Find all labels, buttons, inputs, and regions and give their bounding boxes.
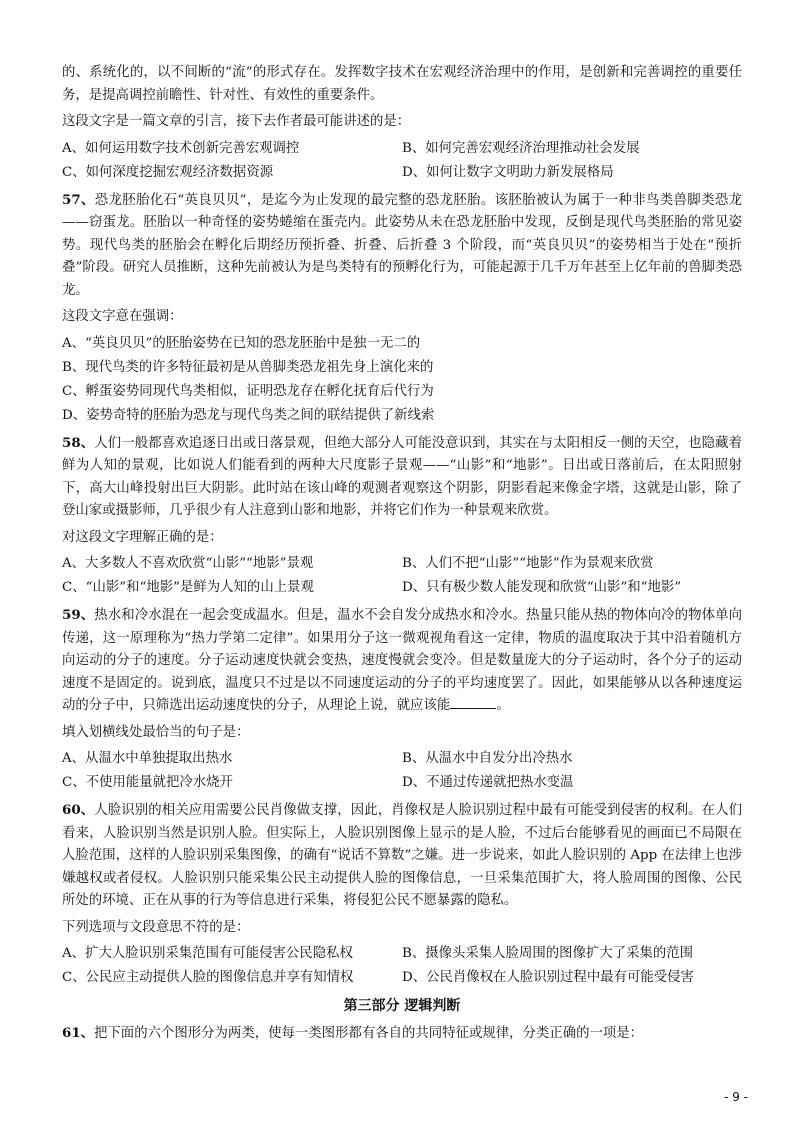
question-58-options-row-2: [62, 576, 742, 600]
question-60-text: 人脸识别的相关应用需要公民肖像做支撑，因此，肖像权是人脸识别过程中最有可能受到侵害的权利。在人们看来，人脸识别当然是识别人脸。但实际上，人脸识别图像上显示的是人脸，不过后台能够看见的画面已不局限在人脸范围，这样的人脸识别采集图像，的确有“说话不算数”之嫌。进一步说来，如此人脸识别的 App 在法律上也涉嫌越权或者侵权。人脸识别只能采集公民主动提供人脸的图像信息，一旦采集范围扩大，将人脸周围的图像、公民所处的环境、正在从事的行为等信息进行采集，将侵犯公民不愿暴露的隐私。: [62, 803, 743, 908]
question-59-option-d: D、不通过传递就把热水变温: [402, 775, 574, 790]
question-57-number: 57、: [62, 191, 95, 208]
section-heading: 第三部分 逻辑判断: [343, 998, 461, 1014]
question-58-option-d: D、只有极少数人能发现和欣赏“山影”和“地影”: [402, 580, 682, 595]
question-60-options-row-1: [62, 942, 742, 966]
question-59-number: 59、: [62, 607, 95, 623]
question-58-text: 人们一般都喜欢追逐日出或日落景观，但绝大部分人可能没意识到，其实在与太阳相反一侧的天空，也隐藏着鲜为人知的景观，比如说人们能看到的两种大尺度影子景观——“山影”和“地影”。日出或日落前后，在太阳照射下，高大山峰投射出巨大阴影。此时站在该山峰的观测者观察这个阴影，阴影看起来像金字塔，这就是山影，除了登山家或摄影师，几乎很少有人注意到山影和地影，并将它们作为一种景观来欣赏。: [62, 435, 743, 518]
question-59-text-end: 。: [496, 698, 510, 713]
question-60-option-b: B、摄像头采集人脸周围的图像扩大了采集的范围: [402, 946, 694, 961]
question-58-option-c: C、“山影”和“地影”是鲜为人知的山上景观: [62, 580, 314, 595]
question-59-options-row-2: [62, 771, 742, 795]
answer-blank: [450, 696, 496, 709]
question-60-option-c: C、公民应主动提供人脸的图像信息并享有知情权: [62, 970, 354, 985]
question-58-number: 58、: [62, 434, 95, 451]
intro-option-c: C、如何深度挖掘宏观经济数据资源: [62, 164, 274, 180]
question-58-prompt: 对这段文字理解正确的是：: [62, 529, 223, 545]
exam-page-content: [62, 62, 742, 1049]
intro-option-d: D、如何让数字文明助力新发展格局: [402, 164, 614, 180]
question-57-option-c: C、孵蛋姿势同现代鸟类相似，证明恐龙存在孵化抚育后代行为: [62, 383, 434, 399]
page-number: - 9 -: [724, 1090, 748, 1104]
question-59-option-b: B、从温水中自发分出冷热水: [402, 751, 573, 766]
intro-prompt: 这段文字是一篇文章的引言，接下去作者最可能讲述的是：: [62, 114, 411, 129]
question-57-option-a: A、“英良贝贝”的胚胎姿势在已知的恐龙胚胎中是独一无二的: [62, 335, 421, 351]
question-57-prompt: 这段文字意在强调：: [62, 309, 183, 324]
question-57: [62, 189, 742, 303]
question-59-option-c: C、不使用能量就把冷水烧开: [62, 775, 233, 790]
question-60-number: 60、: [62, 802, 95, 818]
intro-options-row-1: [62, 137, 742, 161]
question-60-prompt: 下列选项与文段意思不符的是：: [62, 919, 250, 935]
intro-option-a: A、如何运用数字技术创新完善宏观调控: [62, 140, 300, 156]
intro-option-b: B、如何完善宏观经济治理推动社会发展: [402, 140, 640, 156]
intro-paragraph: 的、系统化的，以不间断的“流”的形式存在。发挥数字技术在宏观经济治理中的作用，是创新和完善调控的重要任务，是提高调控前瞻性、针对性、有效性的重要条件。: [62, 65, 742, 103]
question-57-option-b: B、现代鸟类的许多特征最初是从兽脚类恐龙祖先身上演化来的: [62, 359, 434, 375]
intro-options-row-2: [62, 161, 742, 185]
question-60-option-d: D、公民肖像权在人脸识别过程中最有可能受侵害: [402, 970, 694, 985]
question-57-option-d: D、姿势奇特的胚胎为恐龙与现代鸟类之间的联结提供了新线索: [62, 407, 435, 423]
question-60: [62, 799, 742, 913]
question-59: [62, 604, 742, 718]
question-58-option-a: A、大多数人不喜欢欣赏“山影”“地影”景观: [62, 556, 314, 571]
question-58-options-row-1: [62, 552, 742, 576]
question-59-prompt: 填入划横线处最恰当的句子是：: [62, 724, 250, 740]
question-57-text: 恐龙胚胎化石“英良贝贝”，是迄今为止发现的最完整的恐龙胚胎。该胚胎被认为属于一种非鸟类兽脚类恐龙——窃蛋龙。胚胎以一种奇怪的姿势蜷缩在蛋壳内。此姿势从未在恐龙胚胎中发现，反倒是现代鸟类胚胎的常见姿势。现代鸟类的胚胎会在孵化后期经历预折叠、折叠、后折叠 3 个阶段，而“英良贝贝”的姿势相当于处在“预折叠”阶段。研究人员推断，这种先前被认为是鸟类特有的预孵化行为，可能起源于几千万年甚至上亿年前的兽脚类恐龙。: [62, 192, 742, 298]
question-59-options-row-1: [62, 747, 742, 771]
question-61: [62, 1022, 742, 1046]
question-58: [62, 432, 742, 523]
question-60-options-row-2: [62, 966, 742, 990]
question-59-text: 热水和冷水混在一起会变成温水。但是，温水不会自发分成热水和冷水。热量只能从热的物体向冷的物体单向传递，这一原理称为“热力学第二定律”。如果用分子这一微观视角看这一定律，物质的温度取决于其中沿着随机方向运动的分子的速度。分子运动速度快就会变热，速度慢就会变冷。但是数量庞大的分子运动时，各个分子的运动速度不是固定的。说到底，温度只不过是以不同速度运动的分子的平均速度罢了。因此，如果能够从以各种速度运动的分子中，只筛选出运动速度快的分子，从理论上说，就应该能: [62, 608, 743, 713]
question-61-number: 61、: [62, 1025, 95, 1041]
question-59-option-a: A、从温水中单独提取出热水: [62, 751, 233, 766]
question-60-option-a: A、扩大人脸识别采集范围有可能侵害公民隐私权: [62, 946, 353, 961]
question-61-text: 把下面的六个图形分为两类，使每一类图形都有各自的共同特征或规律，分类正确的一项是：: [94, 1026, 644, 1041]
question-58-option-b: B、人们不把“山影”“地影”作为景观来欣赏: [402, 556, 654, 571]
